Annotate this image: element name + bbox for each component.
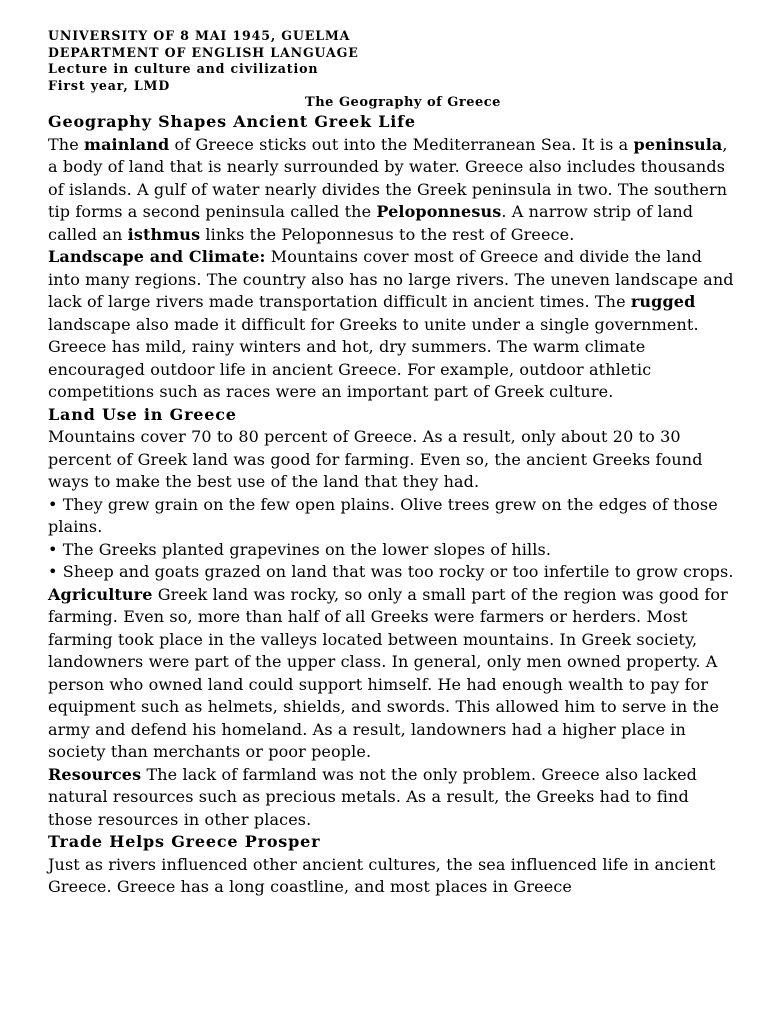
level-line: First year, LMD — [48, 77, 171, 93]
section-heading-land-use: Land Use in Greece — [48, 404, 237, 424]
paragraph-mainland: The mainland of Greece sticks out into the Mediterranean Sea. It is a peninsula, a body of land that is nearly surrounded by water. Greece also includes thousands of islands. A gulf of water nearly divides the Greek peninsula in two. The southern tip forms a second peninsula called the Peloponnesus. A narrow strip of land called an isthmus links the Peloponnesus to the rest of Greece. — [48, 134, 728, 244]
paragraph-land-use: Mountains cover 70 to 80 percent of Greece. As a result, only about 20 to 30 percent of Greek land was good for farming. Even so, the ancient Greeks found ways to make the best use of the land that they had. — [48, 427, 703, 492]
course-line: Lecture in culture and civilization — [48, 61, 319, 77]
department-line: DEPARTMENT OF ENGLISH LANGUAGE — [48, 44, 359, 60]
bullet-item: • Sheep and goats grazed on land that was too rocky or too infertile to grow crops. — [48, 562, 734, 582]
bullet-item: • The Greeks planted grapevines on the lower slopes of hills. — [48, 539, 552, 559]
bullet-item: • They grew grain on the few open plains. Olive trees grew on the edges of those plains. — [48, 494, 718, 537]
paragraph-trade: Just as rivers influenced other ancient cultures, the sea influenced life in ancient Greece. Greece has a long coastline, and most places in Greece — [48, 854, 716, 897]
university-line: UNIVERSITY OF 8 MAI 1945, GUELMA — [48, 28, 351, 43]
paragraph-resources: Resources The lack of farmland was not the only problem. Greece also lacked natural resources such as precious metals. As a result, the Greeks had to find those resources in other places. — [48, 764, 698, 829]
paragraph-agriculture: Agriculture Greek land was rocky, so only a small part of the region was good for farming. Even so, more than half of all Greeks were farmers or herders. Most farming took place in the valleys located between mountains. In Greek society, landowners were part of the upper class. In general, only men owned property. A person who owned land could support himself. He had enough wealth to pay for equipment such as helmets, shields, and swords. This allowed him to serve in the army and defend his homeland. As a result, landowners had a higher place in society than merchants or poor people. — [48, 584, 728, 762]
paragraph-climate: Greece has mild, rainy winters and hot, dry summers. The warm climate encouraged outdoor life in ancient Greece. For example, outdoor athletic competitions such as races were an important part of Greek culture. — [48, 337, 652, 402]
section-heading-trade: Trade Helps Greece Prosper — [48, 832, 321, 852]
section-heading-geography: Geography Shapes Ancient Greek Life — [48, 112, 416, 132]
paragraph-landscape: Landscape and Climate: Mountains cover most of Greece and divide the land into many regions. The country also has no large rivers. The uneven landscape and lack of large rivers made transportation difficult in ancient times. The rugged landscape also made it difficult for Greeks to unite under a single government. — [48, 247, 734, 334]
document-page — [48, 28, 738, 899]
document-title: The Geography of Greece — [305, 95, 501, 111]
